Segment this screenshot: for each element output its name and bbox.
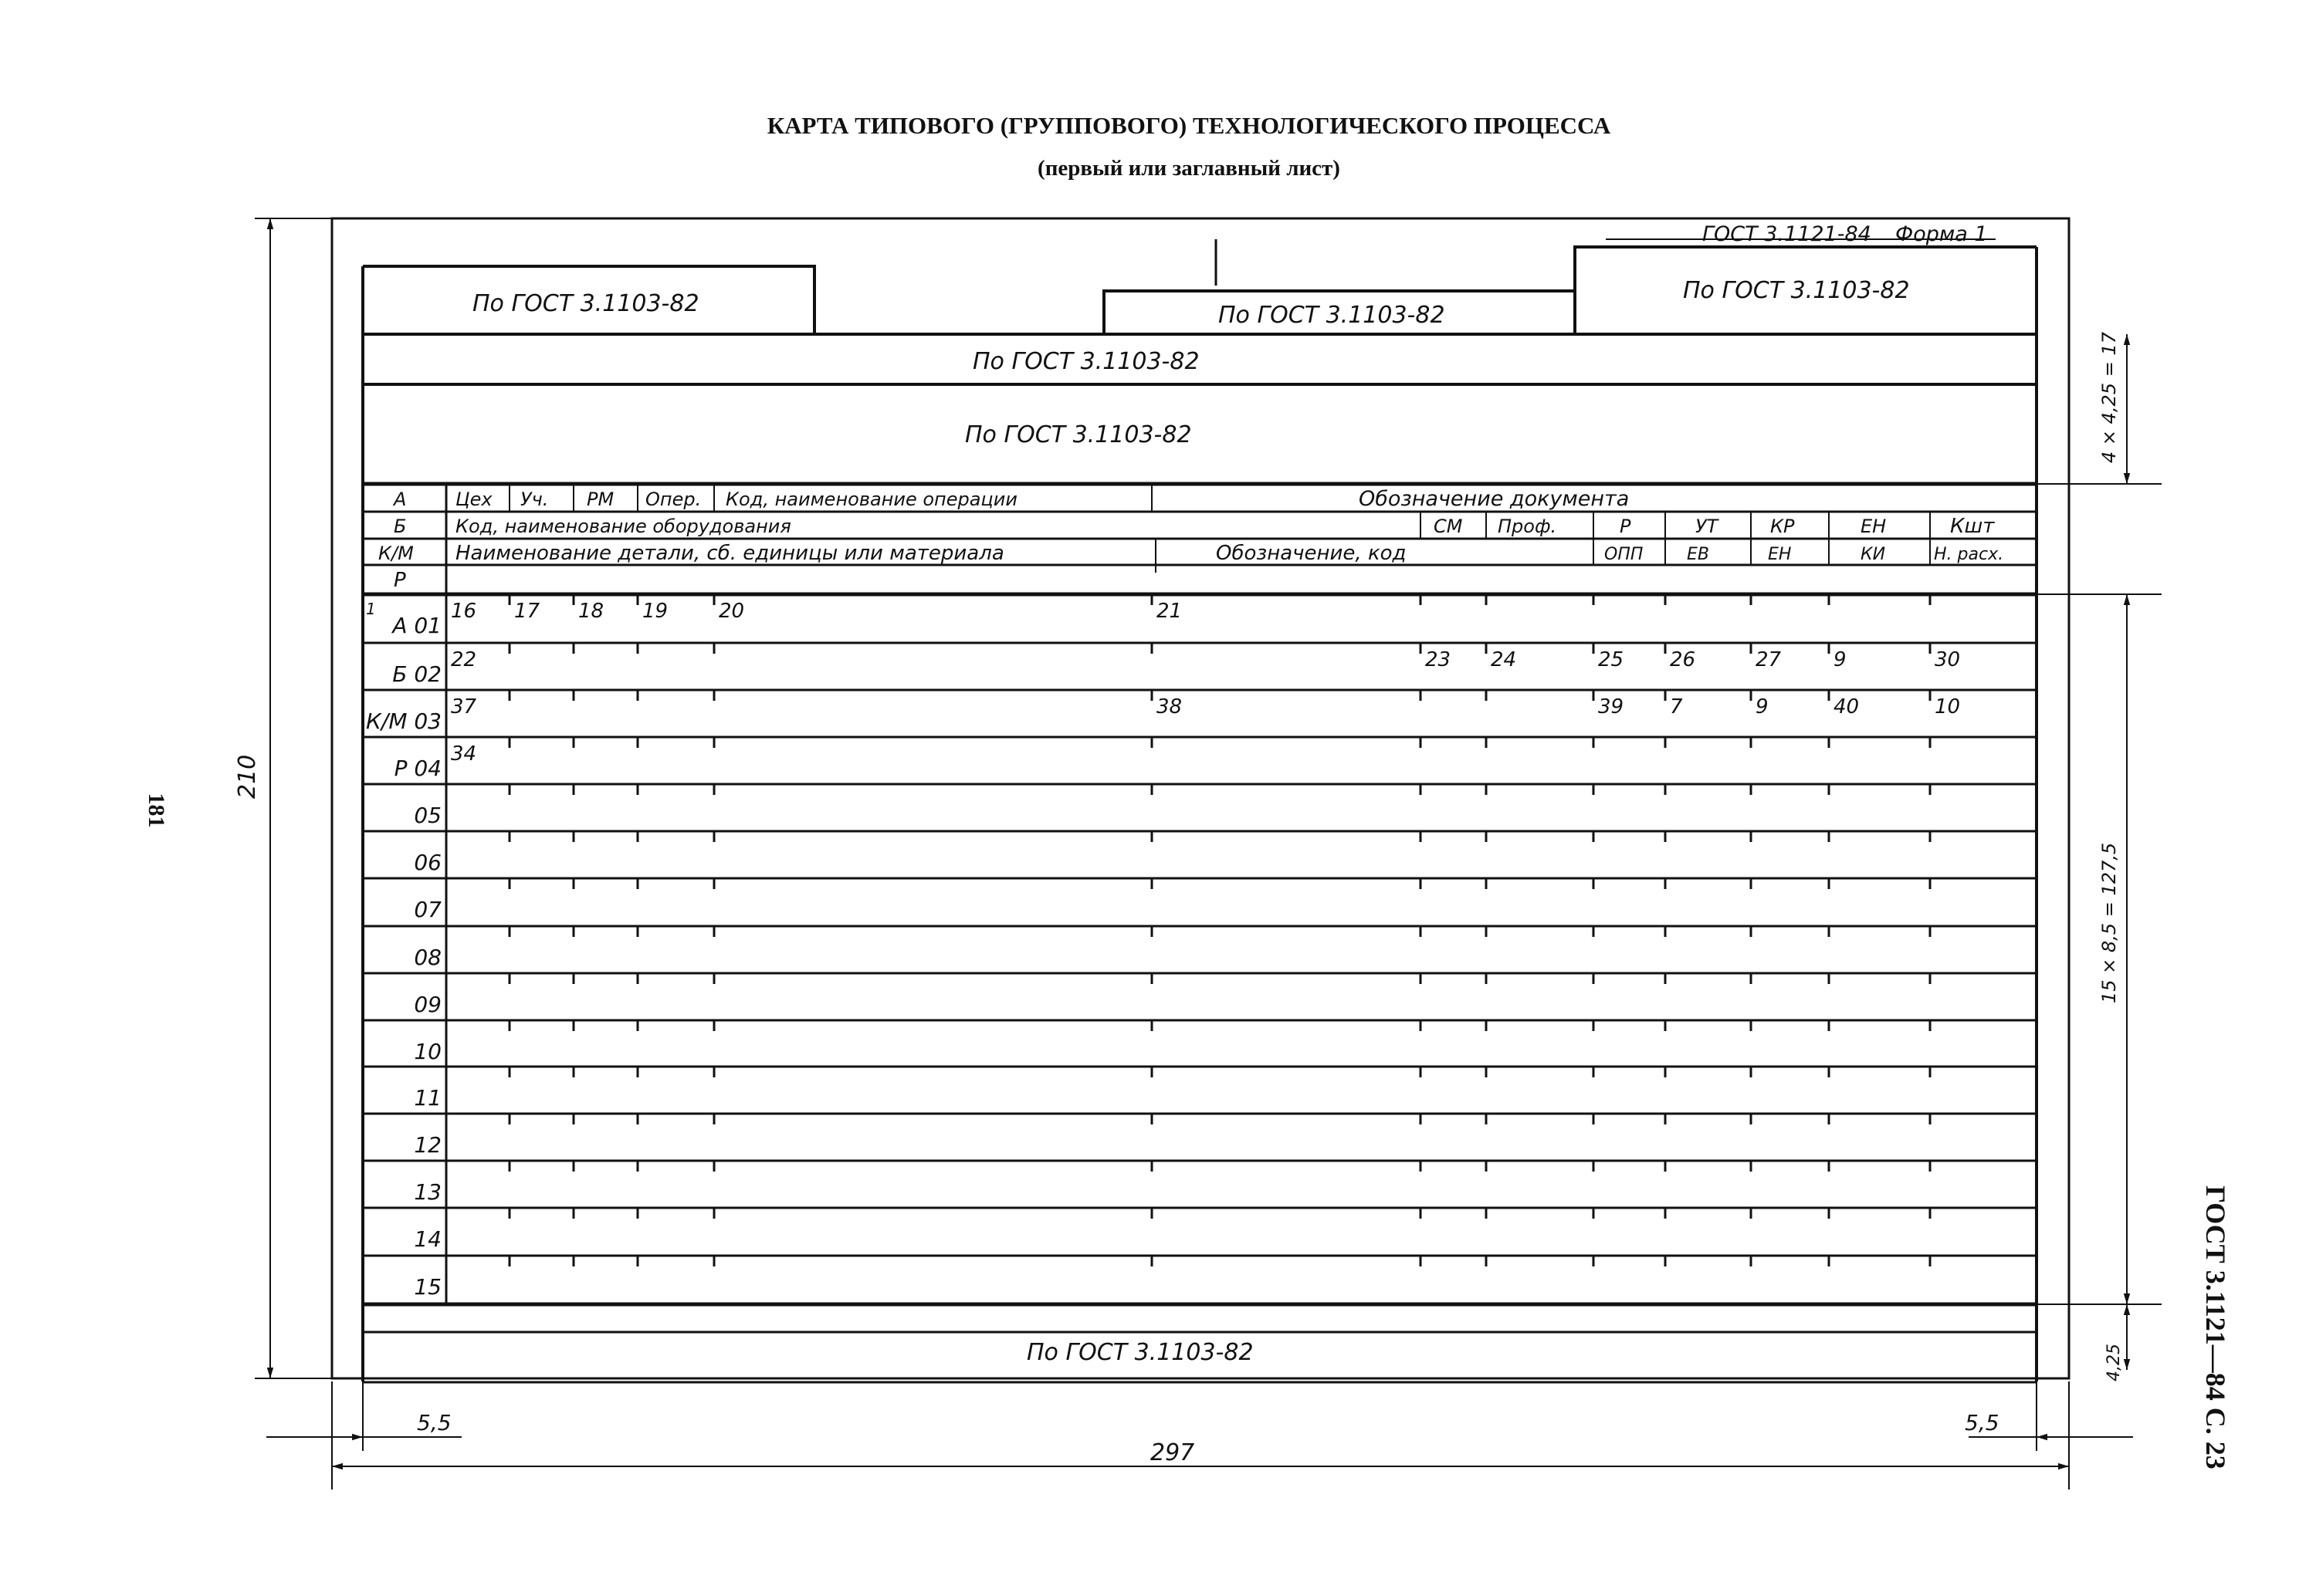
gost-label: ГОСТ 3.1121-84 bbox=[1702, 222, 1871, 246]
col-en2: ЕН bbox=[1768, 545, 1792, 564]
dim-bottom-block: 4,25 bbox=[2104, 1344, 2124, 1381]
col-sm: СМ bbox=[1434, 516, 1463, 537]
field-number: 24 bbox=[1491, 648, 1517, 671]
col-designation: Обозначение, код bbox=[1216, 542, 1407, 565]
service-code-km: К/М bbox=[378, 543, 414, 564]
field-number: 34 bbox=[451, 742, 477, 766]
stamp-ref-left: По ГОСТ 3.1103-82 bbox=[472, 290, 699, 317]
stamp-ref-middle: По ГОСТ 3.1103-82 bbox=[1218, 302, 1445, 329]
col-workplace: РМ bbox=[587, 489, 615, 510]
stamp-ref-bottom: По ГОСТ 3.1103-82 bbox=[1027, 1339, 1254, 1366]
field-number: 23 bbox=[1425, 648, 1451, 671]
row-label: 10 bbox=[414, 1039, 442, 1064]
field-number: 30 bbox=[1935, 648, 1961, 671]
dim-height: 210 bbox=[234, 754, 261, 799]
document-title: КАРТА ТИПОВОГО (ГРУППОВОГО) ТЕХНОЛОГИЧЕСКОГО ПРОЦЕССА bbox=[767, 112, 1611, 139]
field-number: 19 bbox=[642, 600, 669, 623]
dim-top-block: 4 × 4,25 = 17 bbox=[2098, 332, 2120, 463]
field-number: 40 bbox=[1834, 695, 1860, 719]
field-number: 9 bbox=[1756, 695, 1769, 719]
sheet-frame bbox=[332, 218, 2069, 1378]
field-number: 9 bbox=[1834, 648, 1847, 671]
dim-margin-left: 5,5 bbox=[417, 1410, 452, 1435]
stamp-ref-block: По ГОСТ 3.1103-82 bbox=[965, 421, 1192, 448]
row-label: 12 bbox=[414, 1132, 442, 1158]
col-operation-name: Код, наименование операции bbox=[726, 489, 1017, 510]
field-number: 17 bbox=[514, 600, 540, 623]
service-code-p: Р bbox=[394, 569, 406, 592]
field-number: 39 bbox=[1598, 695, 1624, 719]
field-number: 37 bbox=[451, 695, 477, 719]
stamp-ref-right: По ГОСТ 3.1103-82 bbox=[1683, 277, 1910, 304]
col-operation: Опер. bbox=[645, 489, 702, 510]
dim-width: 297 bbox=[1150, 1439, 1195, 1466]
field-number: 21 bbox=[1156, 600, 1183, 623]
field-number: 38 bbox=[1156, 695, 1183, 719]
col-shop: Цех bbox=[455, 489, 493, 510]
field-number: 20 bbox=[719, 600, 745, 623]
col-part-name: Наименование детали, сб. единицы или материала bbox=[455, 542, 1004, 565]
row-first-number: 1 bbox=[366, 600, 376, 618]
row-label: А 01 bbox=[392, 613, 442, 638]
col-equipment: Код, наименование оборудования bbox=[455, 516, 791, 537]
col-ki: КИ bbox=[1861, 545, 1886, 564]
row-label: 13 bbox=[414, 1179, 442, 1205]
row-label: Р 04 bbox=[394, 756, 442, 781]
row-label: 05 bbox=[414, 803, 442, 828]
field-number: 27 bbox=[1756, 648, 1782, 671]
dim-margin-right: 5,5 bbox=[1965, 1410, 1999, 1435]
col-ut: УТ bbox=[1695, 516, 1718, 537]
field-number: 10 bbox=[1935, 695, 1961, 719]
field-number: 7 bbox=[1670, 695, 1683, 719]
form-label: Форма 1 bbox=[1895, 222, 1988, 246]
field-number: 26 bbox=[1670, 648, 1696, 671]
service-code-a: А bbox=[394, 489, 407, 510]
col-opp: ОПП bbox=[1604, 545, 1644, 564]
field-number: 16 bbox=[451, 600, 477, 623]
col-document: Обозначение документа bbox=[1359, 487, 1630, 511]
row-label: 11 bbox=[414, 1085, 442, 1111]
col-prof: Проф. bbox=[1498, 516, 1557, 537]
col-r: Р bbox=[1620, 516, 1631, 537]
row-label: 14 bbox=[414, 1226, 442, 1252]
col-section: Уч. bbox=[520, 489, 549, 510]
standard-reference: ГОСТ 3.1121—84 С. 23 bbox=[2200, 1185, 2231, 1469]
row-label: 15 bbox=[414, 1274, 442, 1300]
col-ksht: Кшт bbox=[1950, 515, 1995, 538]
page-number: 181 bbox=[144, 793, 169, 828]
dim-table-block: 15 × 8,5 = 127,5 bbox=[2098, 842, 2120, 1003]
field-number: 25 bbox=[1598, 648, 1624, 671]
row-label: Б 02 bbox=[392, 661, 442, 687]
row-label: 09 bbox=[414, 992, 442, 1017]
stamp-ref-row: По ГОСТ 3.1103-82 bbox=[973, 348, 1200, 375]
document-subtitle: (первый или заглавный лист) bbox=[1038, 156, 1340, 181]
col-ev: ЕВ bbox=[1687, 545, 1709, 564]
row-label: К/М 03 bbox=[366, 708, 442, 734]
field-number: 22 bbox=[451, 648, 477, 671]
field-number: 18 bbox=[578, 600, 604, 623]
col-en: ЕН bbox=[1861, 516, 1887, 537]
row-label: 06 bbox=[414, 850, 442, 875]
col-n-rash: Н. расх. bbox=[1934, 545, 2004, 564]
service-code-b: Б bbox=[394, 516, 407, 537]
row-label: 07 bbox=[414, 897, 442, 922]
row-label: 08 bbox=[414, 945, 442, 970]
col-kr: КР bbox=[1770, 516, 1795, 537]
